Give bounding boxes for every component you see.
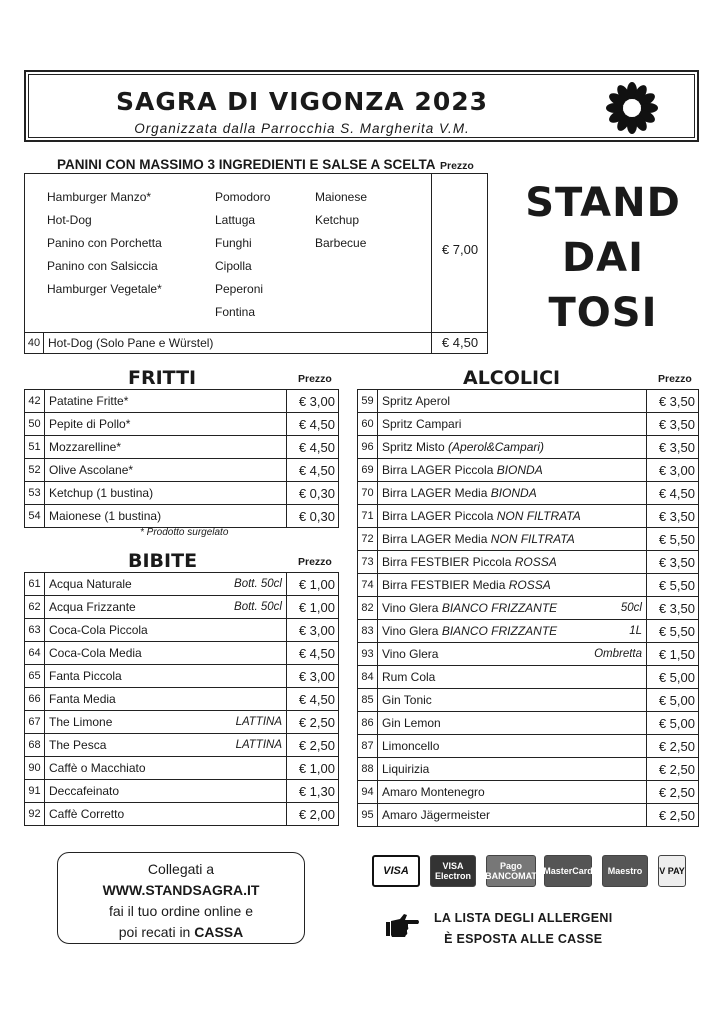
item-name <box>378 643 647 666</box>
item-name <box>378 712 647 735</box>
item-name <box>45 688 287 711</box>
item-label: Fanta Media <box>49 692 116 706</box>
visa-card-icon: VISA <box>372 855 420 887</box>
item-number: 93 <box>358 643 378 666</box>
item-price: € 3,50 <box>647 436 699 459</box>
fritti-title: FRITTI <box>128 367 197 389</box>
table-row <box>25 780 339 803</box>
item-price: € 5,00 <box>647 666 699 689</box>
table-row <box>25 665 339 688</box>
item-number: 74 <box>358 574 378 597</box>
frozen-footnote: * Prodotto surgelato <box>140 527 229 538</box>
table-row <box>358 758 699 781</box>
vpay-card-icon: V PAY <box>658 855 686 887</box>
allergen-notice <box>434 908 613 950</box>
item-label: Birra FESTBIER Piccola <box>382 555 515 569</box>
item-name <box>378 505 647 528</box>
item-note: 50cl <box>620 602 642 614</box>
panini-box <box>24 173 488 354</box>
item-number: 62 <box>25 596 45 619</box>
item-label: Spritz Campari <box>382 417 462 431</box>
item-price: € 1,00 <box>287 757 339 780</box>
item-number: 94 <box>358 781 378 804</box>
item-price: € 3,50 <box>647 597 699 620</box>
table-row <box>358 551 699 574</box>
table-row <box>358 666 699 689</box>
item-number: 83 <box>358 620 378 643</box>
page-subtitle: Organizzata dalla Parrocchia S. Margherita V.M. <box>134 121 470 136</box>
item-label: Caffè o Macchiato <box>49 761 146 775</box>
item-name <box>378 597 647 620</box>
item-label: Birra LAGER Media <box>382 486 491 500</box>
table-row <box>25 505 339 528</box>
table-row <box>25 734 339 757</box>
header-inner-border <box>28 74 695 138</box>
item-note: 1L <box>629 625 642 637</box>
panini-price: € 7,00 <box>441 242 479 257</box>
alcolici-price-header: Prezzo <box>658 373 692 385</box>
item-number: 88 <box>358 758 378 781</box>
fritti-price-header: Prezzo <box>298 373 332 385</box>
item-name <box>378 574 647 597</box>
item-label: Caffè Corretto <box>49 807 125 821</box>
panini-item: Hamburger Manzo* <box>47 190 152 204</box>
ingredient-item: Pomodoro <box>215 190 271 204</box>
panini-title: PANINI CON MASSIMO 3 INGREDIENTI E SALSE A SCELTA <box>57 157 436 172</box>
item-label: The Limone <box>49 715 113 729</box>
online-line: fai il tuo ordine online e <box>109 903 253 919</box>
item-label: Mozzarelline* <box>49 440 122 454</box>
item-note: Bott. 50cl <box>234 578 282 590</box>
ingredient-item: Peperoni <box>215 282 264 296</box>
item-number: 96 <box>358 436 378 459</box>
sauce-list <box>315 186 367 255</box>
item-name <box>378 482 647 505</box>
item-label: Limoncello <box>382 739 440 753</box>
item-name <box>45 803 287 826</box>
table-row <box>358 436 699 459</box>
table-row <box>25 436 339 459</box>
item-name <box>45 734 287 757</box>
sauce-item: Maionese <box>315 190 368 204</box>
table-row <box>25 619 339 642</box>
item-name <box>45 573 287 596</box>
table-row <box>358 781 699 804</box>
bibite-price-header: Prezzo <box>298 556 332 568</box>
item-name <box>45 413 287 436</box>
item-price: € 3,50 <box>647 413 699 436</box>
table-row <box>358 597 699 620</box>
item-label: Vino Glera <box>382 624 442 638</box>
allergen-line: È ESPOSTA ALLE CASSE <box>444 932 603 946</box>
item-name <box>45 596 287 619</box>
item-label: Vino Glera <box>382 601 442 615</box>
item-number: 42 <box>25 390 45 413</box>
table-row <box>358 482 699 505</box>
item-number: 61 <box>25 573 45 596</box>
item-name <box>378 666 647 689</box>
item-label: Fanta Piccola <box>49 669 122 683</box>
ingredient-item: Funghi <box>215 236 252 250</box>
item-name <box>378 459 647 482</box>
item-label: The Pesca <box>49 738 107 752</box>
table-row <box>25 482 339 505</box>
item-number: 92 <box>25 803 45 826</box>
panini-price-header: Prezzo <box>440 160 474 172</box>
item-price: € 5,00 <box>647 689 699 712</box>
item-label: Spritz Misto <box>382 440 449 454</box>
item-price: € 2,50 <box>647 781 699 804</box>
table-row <box>358 574 699 597</box>
item-name <box>378 390 647 413</box>
item-number: 51 <box>25 436 45 459</box>
table-row <box>25 711 339 734</box>
item-price: € 3,00 <box>287 665 339 688</box>
item-number: 67 <box>25 711 45 734</box>
item-name <box>45 642 287 665</box>
item-price: € 1,00 <box>287 596 339 619</box>
item-label: Patatine Fritte* <box>49 394 129 408</box>
item-price: € 4,50 <box>287 413 339 436</box>
item-name <box>45 757 287 780</box>
item-price: € 5,00 <box>647 712 699 735</box>
item-price: € 3,50 <box>647 390 699 413</box>
stand-line: TOSI <box>548 290 658 336</box>
bibite-table <box>24 572 339 826</box>
item-label-italic: (Aperol&Campari) <box>448 440 545 454</box>
item-number: 52 <box>25 459 45 482</box>
item-note: LATTINA <box>235 739 282 751</box>
online-line: poi recati in CASSA <box>118 924 244 940</box>
item-name <box>378 413 647 436</box>
item-label: Ketchup (1 bustina) <box>49 486 154 500</box>
item-label: Liquirizia <box>382 762 430 776</box>
item-name <box>45 711 287 734</box>
item-number: 50 <box>25 413 45 436</box>
hotdog-number: 40 <box>27 337 41 349</box>
table-row <box>358 620 699 643</box>
item-label: Amaro Montenegro <box>382 785 485 799</box>
item-note: Ombretta <box>594 648 642 660</box>
item-price: € 3,00 <box>287 390 339 413</box>
table-row <box>358 643 699 666</box>
item-price: € 0,30 <box>287 505 339 528</box>
item-label: Pepite di Pollo* <box>49 417 131 431</box>
item-name <box>45 780 287 803</box>
item-label-italic: BIANCO FRIZZANTE <box>441 601 558 615</box>
alcolici-title: ALCOLICI <box>463 367 561 389</box>
table-row <box>358 528 699 551</box>
item-name <box>378 689 647 712</box>
ingredient-list <box>215 186 270 324</box>
item-price: € 2,50 <box>647 735 699 758</box>
item-number: 70 <box>358 482 378 505</box>
item-number: 66 <box>25 688 45 711</box>
item-name <box>378 804 647 827</box>
item-name <box>378 620 647 643</box>
item-number: 69 <box>358 459 378 482</box>
pagobancomat-card-icon: Pago BANCOMAT <box>486 855 536 887</box>
item-price: € 2,50 <box>647 804 699 827</box>
item-number: 53 <box>25 482 45 505</box>
mastercard-card-icon: MasterCard <box>544 855 592 887</box>
item-number: 71 <box>358 505 378 528</box>
table-row <box>25 803 339 826</box>
panini-list <box>47 186 162 301</box>
sauce-item: Barbecue <box>315 236 367 250</box>
fritti-table <box>24 389 339 528</box>
table-row <box>358 413 699 436</box>
item-label: Amaro Jägermeister <box>382 808 491 822</box>
item-price: € 3,50 <box>647 505 699 528</box>
maestro-card-icon: Maestro <box>602 855 648 887</box>
stand-line: DAI <box>561 235 645 281</box>
item-number: 86 <box>358 712 378 735</box>
item-label-italic: ROSSA <box>508 578 551 592</box>
item-name <box>378 528 647 551</box>
item-number: 85 <box>358 689 378 712</box>
item-price: € 0,30 <box>287 482 339 505</box>
table-row <box>25 459 339 482</box>
item-label: Maionese (1 bustina) <box>49 509 162 523</box>
item-name <box>378 436 647 459</box>
hotdog-label: Hot-Dog (Solo Pane e Würstel) <box>48 336 214 350</box>
item-price: € 3,00 <box>647 459 699 482</box>
table-row <box>358 804 699 827</box>
item-note: LATTINA <box>235 716 282 728</box>
ingredient-item: Cipolla <box>215 259 252 273</box>
item-name <box>378 781 647 804</box>
table-row <box>25 573 339 596</box>
stand-line: STAND <box>525 180 681 226</box>
item-name <box>45 459 287 482</box>
item-price: € 1,00 <box>287 573 339 596</box>
item-name <box>45 665 287 688</box>
item-price: € 2,00 <box>287 803 339 826</box>
item-number: 73 <box>358 551 378 574</box>
website-link[interactable]: WWW.STANDSAGRA.IT <box>102 882 260 898</box>
parish-logo-icon <box>601 79 663 141</box>
panini-item: Panino con Salsiccia <box>47 259 158 273</box>
item-label: Coca-Cola Media <box>49 646 142 660</box>
online-line: Collegati a <box>147 861 215 877</box>
item-label: Birra FESTBIER Media <box>382 578 509 592</box>
item-label: Acqua Naturale <box>49 577 132 591</box>
item-name <box>45 619 287 642</box>
visa-electron-card-icon: VISA Electron <box>430 855 476 887</box>
table-row <box>25 642 339 665</box>
panini-item: Panino con Porchetta <box>47 236 162 250</box>
item-name <box>378 758 647 781</box>
ingredient-item: Fontina <box>215 305 256 319</box>
panini-item: Hamburger Vegetale* <box>47 282 162 296</box>
item-number: 65 <box>25 665 45 688</box>
allergen-line: LA LISTA DEGLI ALLERGENI <box>434 911 613 925</box>
table-row <box>25 757 339 780</box>
table-row <box>358 735 699 758</box>
table-row <box>25 390 339 413</box>
item-price: € 5,50 <box>647 620 699 643</box>
sauce-item: Ketchup <box>315 213 360 227</box>
item-price: € 1,50 <box>647 643 699 666</box>
item-price: € 4,50 <box>287 642 339 665</box>
item-label: Vino Glera <box>382 647 439 661</box>
table-row <box>358 505 699 528</box>
item-label: Coca-Cola Piccola <box>49 623 148 637</box>
table-row <box>358 689 699 712</box>
item-number: 63 <box>25 619 45 642</box>
item-name <box>45 482 287 505</box>
table-row <box>25 596 339 619</box>
item-label: Olive Ascolane* <box>49 463 134 477</box>
item-label-italic: BIONDA <box>496 463 543 477</box>
item-number: 87 <box>358 735 378 758</box>
item-number: 59 <box>358 390 378 413</box>
item-number: 82 <box>358 597 378 620</box>
item-label: Rum Cola <box>382 670 436 684</box>
header-box <box>24 70 699 142</box>
alcolici-table <box>357 389 699 827</box>
item-label: Birra LAGER Piccola <box>382 509 497 523</box>
item-number: 95 <box>358 804 378 827</box>
online-order-box <box>57 852 305 944</box>
bibite-title: BIBITE <box>128 550 198 572</box>
item-price: € 2,50 <box>287 734 339 757</box>
item-price: € 5,50 <box>647 574 699 597</box>
item-number: 60 <box>358 413 378 436</box>
hotdog-price: € 4,50 <box>441 335 479 350</box>
item-price: € 5,50 <box>647 528 699 551</box>
item-label-italic: NON FILTRATA <box>490 532 575 546</box>
item-label-italic: ROSSA <box>514 555 557 569</box>
table-row <box>25 413 339 436</box>
item-number: 91 <box>25 780 45 803</box>
item-label: Deccafeinato <box>49 784 120 798</box>
item-name <box>45 505 287 528</box>
item-price: € 3,50 <box>647 551 699 574</box>
item-price: € 4,50 <box>287 436 339 459</box>
item-number: 90 <box>25 757 45 780</box>
item-label: Spritz Aperol <box>382 394 451 408</box>
item-price: € 2,50 <box>647 758 699 781</box>
stand-name <box>508 176 698 341</box>
page-title: SAGRA DI VIGONZA 2023 <box>115 87 489 116</box>
item-number: 54 <box>25 505 45 528</box>
item-label: Birra LAGER Piccola <box>382 463 497 477</box>
item-note: Bott. 50cl <box>234 601 282 613</box>
table-row <box>358 390 699 413</box>
item-name <box>45 436 287 459</box>
item-price: € 3,00 <box>287 619 339 642</box>
item-label-italic: BIANCO FRIZZANTE <box>441 624 558 638</box>
table-row <box>358 712 699 735</box>
item-label: Gin Tonic <box>382 693 432 707</box>
item-name <box>378 551 647 574</box>
item-price: € 4,50 <box>647 482 699 505</box>
item-label-italic: NON FILTRATA <box>496 509 581 523</box>
item-label-italic: BIONDA <box>490 486 537 500</box>
ingredient-item: Lattuga <box>215 213 256 227</box>
item-label: Birra LAGER Media <box>382 532 491 546</box>
item-number: 84 <box>358 666 378 689</box>
item-price: € 4,50 <box>287 688 339 711</box>
item-price: € 1,30 <box>287 780 339 803</box>
item-name <box>378 735 647 758</box>
item-name <box>45 390 287 413</box>
item-number: 68 <box>25 734 45 757</box>
item-number: 64 <box>25 642 45 665</box>
item-price: € 4,50 <box>287 459 339 482</box>
panini-item: Hot-Dog <box>47 213 92 227</box>
item-label: Acqua Frizzante <box>49 600 136 614</box>
table-row <box>358 459 699 482</box>
item-label: Gin Lemon <box>382 716 441 730</box>
pointing-hand-icon <box>384 908 420 944</box>
item-number: 72 <box>358 528 378 551</box>
table-row <box>25 688 339 711</box>
item-price: € 2,50 <box>287 711 339 734</box>
